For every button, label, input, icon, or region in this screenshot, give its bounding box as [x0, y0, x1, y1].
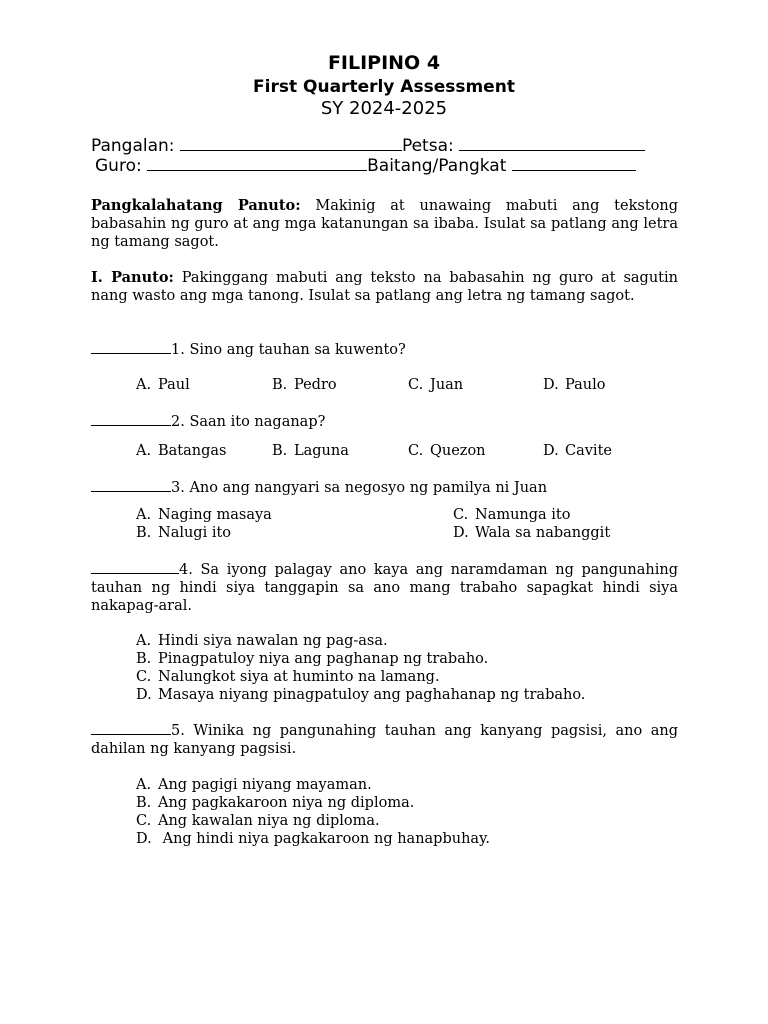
date-blank[interactable]: [459, 136, 645, 151]
question-text: Winika ng pangunahing tauhan ang kanyang pagsisi, ano ang dahilan ng kanyang pagsisi.: [91, 723, 679, 757]
option-text: Naging masaya: [158, 507, 272, 523]
option-letter: A.: [136, 377, 152, 393]
teacher-label: Guro:: [95, 156, 142, 176]
option-letter: C.: [408, 377, 424, 393]
option-text: Ang pagigi niyang mayaman.: [158, 777, 372, 793]
teacher-blank[interactable]: [147, 156, 367, 171]
option-text: Paul: [158, 377, 190, 393]
option-letter: C.: [136, 669, 152, 685]
q1-option-d: [543, 377, 605, 393]
q4-option-b: [136, 651, 488, 667]
general-instructions: [91, 197, 678, 251]
option-text: Ang pagkakaroon niya ng diploma.: [158, 795, 415, 811]
q2-option-b: [272, 443, 349, 459]
option-text: Cavite: [565, 443, 612, 459]
q2-option-d: [543, 443, 612, 459]
q1-option-c: [408, 377, 463, 393]
option-letter: C.: [453, 507, 469, 523]
q4-option-c: [136, 669, 440, 685]
question-4: [91, 561, 678, 615]
q3-option-c: [453, 507, 571, 523]
option-text: Ang kawalan niya ng diploma.: [158, 813, 380, 829]
q5-option-a: [136, 777, 372, 793]
section1-instructions: [91, 269, 678, 305]
option-text: Juan: [430, 377, 464, 393]
general-instructions-label: Pangkalahatang Panuto:: [91, 197, 301, 214]
option-text: Paulo: [565, 377, 606, 393]
q5-option-d: [136, 831, 490, 847]
school-year: SY 2024-2025: [320, 98, 448, 119]
question-text: Sa iyong palagay ano kaya ang naramdaman ng pangunahing tauhan ng hindi siya tanggapin sa ano mang trabaho sapagkat hindi siya nakapag-aral.: [91, 562, 678, 614]
section1-label: I. Panuto:: [91, 269, 174, 286]
option-letter: B.: [136, 651, 152, 667]
option-letter: A.: [136, 777, 152, 793]
option-text: Nalungkot siya at huminto na lamang.: [158, 669, 440, 685]
option-letter: D.: [453, 525, 469, 541]
question-number: 1.: [171, 342, 185, 358]
option-text: Pinagpatuloy niya ang paghanap ng trabaho.: [158, 651, 489, 667]
q1-option-b: [272, 377, 337, 393]
answer-blank-1[interactable]: [91, 341, 171, 354]
question-number: 5.: [171, 723, 185, 739]
option-text: Pedro: [294, 377, 337, 393]
q4-option-a: [136, 633, 388, 649]
answer-blank-3[interactable]: [91, 479, 171, 492]
question-number: 2.: [171, 414, 185, 430]
section1-text: Pakinggang mabuti ang teksto na babasahin ng guro at sagutin nang wasto ang mga tanong. Isulat sa patlang ang letra ng tamang sagot.: [91, 270, 678, 304]
option-text: Namunga ito: [475, 507, 571, 523]
option-text: Ang hindi niya pagkakaroon ng hanapbuhay.: [158, 831, 490, 847]
answer-blank-5[interactable]: [91, 722, 171, 735]
q1-option-a: [136, 377, 190, 393]
subject-title: FILIPINO 4: [327, 52, 441, 74]
option-text: Nalugi ito: [158, 525, 232, 541]
option-letter: D.: [136, 831, 152, 847]
answer-blank-2[interactable]: [91, 413, 171, 426]
option-text: Laguna: [294, 443, 349, 459]
q5-option-b: [136, 795, 414, 811]
q2-option-c: [408, 443, 486, 459]
question-2: [91, 413, 678, 431]
question-text: Ano ang nangyari sa negosyo ng pamilya ni Juan: [189, 480, 548, 496]
option-letter: A.: [136, 507, 152, 523]
question-number: 4.: [179, 562, 193, 578]
q3-option-a: [136, 507, 272, 523]
name-label: Pangalan:: [91, 136, 175, 156]
question-text: Saan ito naganap?: [189, 414, 326, 430]
option-letter: D.: [136, 687, 152, 703]
date-label: Petsa:: [401, 136, 454, 156]
option-text: Batangas: [158, 443, 227, 459]
assessment-title: First Quarterly Assessment: [253, 77, 515, 97]
question-5: [91, 722, 678, 758]
name-date-line: [91, 136, 645, 156]
question-number: 3.: [171, 480, 185, 496]
q2-option-a: [136, 443, 226, 459]
option-letter: B.: [272, 443, 288, 459]
option-letter: D.: [543, 377, 559, 393]
q3-option-b: [136, 525, 231, 541]
option-text: Wala sa nabanggit: [475, 525, 611, 541]
option-letter: B.: [136, 795, 152, 811]
option-letter: C.: [408, 443, 424, 459]
grade-label: Baitang/Pangkat: [367, 156, 507, 176]
question-text: Sino ang tauhan sa kuwento?: [189, 342, 406, 358]
option-letter: B.: [272, 377, 288, 393]
q4-option-d: [136, 687, 585, 703]
question-3: [91, 479, 678, 497]
option-letter: A.: [136, 443, 152, 459]
general-instructions-text: Makinig at unawaing mabuti ang tekstong babasahin ng guro at ang mga katanungan sa ibaba. Isulat sa patlang ang letra ng tamang sagot.: [91, 198, 678, 250]
option-letter: D.: [543, 443, 559, 459]
option-text: Hindi siya nawalan ng pag-asa.: [158, 633, 388, 649]
question-1: [91, 341, 678, 359]
q5-option-c: [136, 813, 380, 829]
name-blank[interactable]: [180, 136, 402, 151]
option-text: Masaya niyang pinagpatuloy ang paghahanap ng trabaho.: [158, 687, 586, 703]
teacher-grade-line: [95, 156, 636, 176]
q3-option-d: [453, 525, 610, 541]
option-text: Quezon: [430, 443, 486, 459]
grade-blank[interactable]: [512, 156, 636, 171]
option-letter: C.: [136, 813, 152, 829]
option-letter: A.: [136, 633, 152, 649]
option-letter: B.: [136, 525, 152, 541]
answer-blank-4[interactable]: [91, 561, 179, 574]
